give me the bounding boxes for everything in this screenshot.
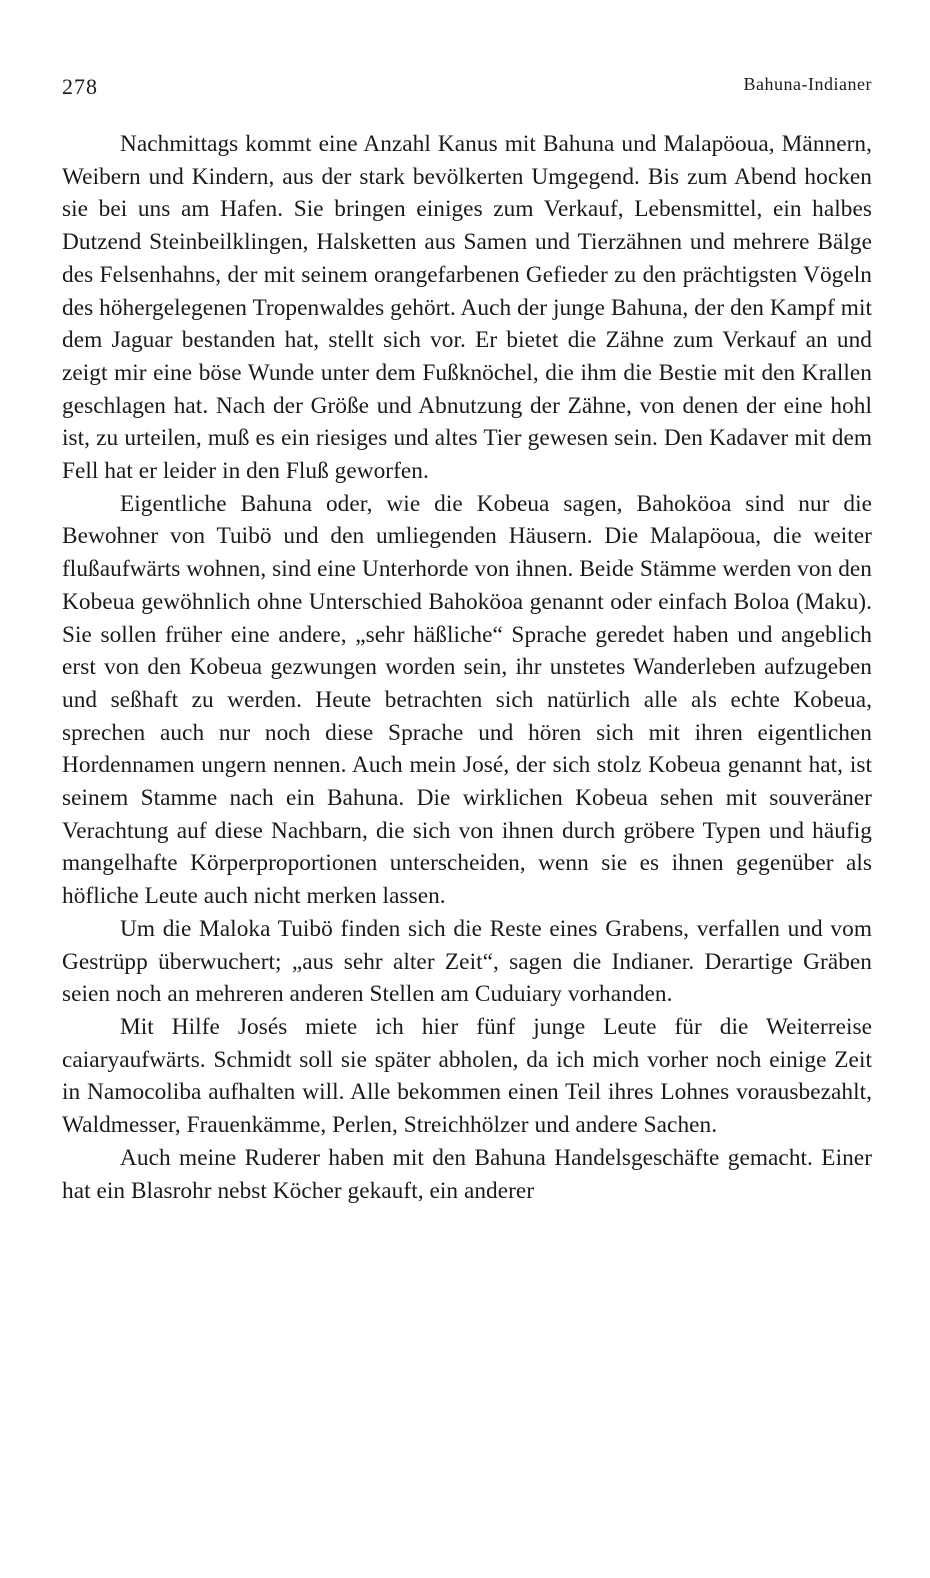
paragraph: Nachmittags kommt eine Anzahl Kanus mit Bahuna und Malapöoua, Männern, Weibern und Kindern, aus der stark bevölkerten Umgegend. Bis zum Abend hocken sie bei uns am Hafen. Sie bringen einiges zum Verkauf, Lebensmittel, ein halbes Dutzend Steinbeilklingen, Halsketten aus Samen und Tierzähnen und mehrere Bälge des Felsenhahns, der mit seinem orangefarbenen Gefieder zu den prächtigsten Vögeln des höhergelegenen Tropenwaldes gehört. Auch der junge Bahuna, der den Kampf mit dem Jaguar bestanden hat, stellt sich vor. Er bietet die Zähne zum Verkauf an und zeigt mir eine böse Wunde unter dem Fußknöchel, die ihm die Bestie mit den Krallen geschlagen hat. Nach der Größe und Abnutzung der Zähne, von denen der eine hohl ist, zu urteilen, muß es ein riesiges und altes Tier gewesen sein. Den Kadaver mit dem Fell hat er leider in den Fluß geworfen. [62, 131, 872, 485]
page-number: 278 [62, 74, 98, 99]
body-text [62, 128, 872, 1207]
paragraph: Eigentliche Bahuna oder, wie die Kobeua sagen, Bahoköoa sind nur die Bewohner von Tuibö und den umliegenden Häusern. Die Malapöoua, die weiter flußaufwärts wohnen, sind eine Unterhorde von ihnen. Beide Stämme werden von den Kobeua gewöhnlich ohne Unterschied Bahoköoa genannt oder einfach Boloa (Maku). Sie sollen früher eine andere, „sehr häßliche“ Sprache geredet haben und angeblich erst von den Kobeua gezwungen worden sein, ihr unstetes Wanderleben aufzugeben und seßhaft zu werden. Heute betrachten sich natürlich alle als echte Kobeua, sprechen auch nur noch diese Sprache und hören sich mit ihren eigentlichen Hordennamen ungern nennen. Auch mein José, der sich stolz Kobeua genannt hat, ist seinem Stamme nach ein Bahuna. Die wirklichen Kobeua sehen mit souveräner Verachtung auf diese Nachbarn, die sich von ihnen durch gröbere Typen und häufig mangelhafte Körperproportionen unterscheiden, wenn sie es ihnen gegenüber als höfliche Leute auch nicht merken lassen. [62, 490, 872, 910]
paragraph: Um die Maloka Tuibö finden sich die Reste eines Grabens, verfallen und vom Gestrüpp überwuchert; „aus sehr alter Zeit“, sagen die Indianer. Derartige Gräben seien noch an mehreren anderen Stellen am Cuduiary vorhanden. [62, 915, 872, 1008]
running-head: Bahuna-Indianer [743, 74, 872, 94]
paragraph: Mit Hilfe Josés miete ich hier fünf junge Leute für die Weiterreise caiaryaufwärts. Schmidt soll sie später abholen, da ich mich vorher noch einige Zeit in Namocoliba aufhalten will. Alle bekommen einen Teil ihres Lohnes vorausbezahlt, Waldmesser, Frauenkämme, Perlen, Streichhölzer und andere Sachen. [62, 1013, 872, 1139]
paragraph: Auch meine Ruderer haben mit den Bahuna Handelsgeschäfte gemacht. Einer hat ein Blasrohr nebst Köcher gekauft, ein anderer [62, 1144, 872, 1204]
page-header [62, 74, 872, 114]
